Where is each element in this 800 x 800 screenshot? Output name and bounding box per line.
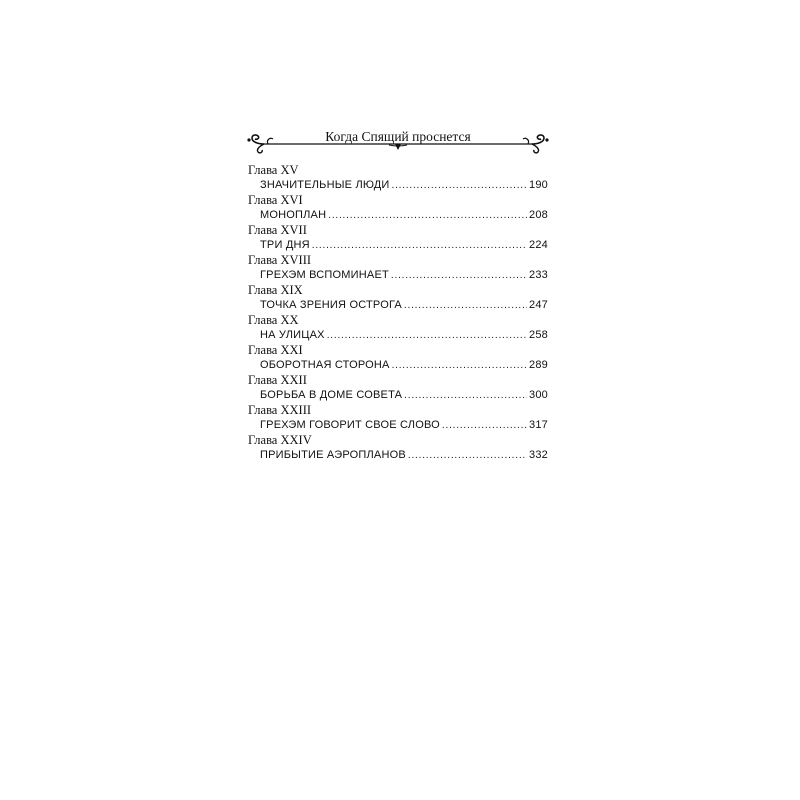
page-number: 247 (529, 299, 548, 311)
dot-leader (327, 329, 527, 343)
dot-leader (392, 359, 527, 373)
chapter-label: Глава XVII (248, 223, 307, 237)
chapter-title: ТРИ ДНЯ (260, 239, 310, 251)
chapter-label: Глава XXII (248, 373, 307, 387)
chapter-line (260, 448, 548, 463)
chapter-title: ТОЧКА ЗРЕНИЯ ОСТРОГА (260, 299, 402, 311)
chapter-line (260, 208, 548, 223)
page-number: 224 (529, 239, 548, 251)
chapter-label: Глава XXIII (248, 403, 312, 417)
chapter-label: Глава XXI (248, 343, 303, 357)
toc-entry (248, 163, 548, 193)
chapter-line (260, 298, 548, 313)
toc-entry (248, 403, 548, 433)
chapter-label: Глава XVI (248, 193, 303, 207)
chapter-label: Глава XV (248, 163, 299, 177)
chapter-title: ОБОРОТНАЯ СТОРОНА (260, 359, 390, 371)
chapter-line (260, 418, 548, 433)
toc-entry (248, 193, 548, 223)
page-number: 289 (529, 359, 548, 371)
page-number: 317 (529, 419, 548, 431)
toc-entry (248, 223, 548, 253)
toc-entry (248, 283, 548, 313)
chapter-line (260, 388, 548, 403)
toc-entry (248, 253, 548, 283)
dot-leader (391, 269, 527, 283)
dot-leader (442, 419, 527, 433)
running-title: Когда Спящий проснется (325, 129, 471, 144)
dot-leader (328, 209, 527, 223)
chapter-label: Глава XVIII (248, 253, 312, 267)
page-number: 258 (529, 329, 548, 341)
dot-leader (312, 239, 527, 253)
chapter-line (260, 268, 548, 283)
chapter-title: ПРИБЫТИЕ АЭРОПЛАНОВ (260, 449, 406, 461)
chapter-title: ЗНАЧИТЕЛЬНЫЕ ЛЮДИ (260, 179, 390, 191)
toc-entry (248, 433, 548, 463)
dot-leader (404, 389, 527, 403)
chapter-title: НА УЛИЦАХ (260, 329, 325, 341)
chapter-label: Глава XX (248, 313, 299, 327)
toc-entry (248, 343, 548, 373)
chapter-line (260, 178, 548, 193)
page-number: 300 (529, 389, 548, 401)
chapter-label: Глава XXIV (248, 433, 312, 447)
dot-leader (408, 449, 527, 463)
chapter-line (260, 358, 548, 373)
chapter-title: ГРЕХЭМ ГОВОРИТ СВОЕ СЛОВО (260, 419, 440, 431)
page-number: 233 (529, 269, 548, 281)
dot-leader (404, 299, 527, 313)
chapter-label: Глава XIX (248, 283, 303, 297)
table-of-contents (248, 163, 548, 463)
chapter-title: ГРЕХЭМ ВСПОМИНАЕТ (260, 269, 389, 281)
page-number: 332 (529, 449, 548, 461)
toc-entry (248, 313, 548, 343)
chapter-line (260, 238, 548, 253)
page-number: 208 (529, 209, 548, 221)
chapter-title: МОНОПЛАН (260, 209, 327, 221)
chapter-line (260, 328, 548, 343)
dot-leader (391, 179, 527, 193)
page-number: 190 (529, 179, 548, 191)
chapter-title: БОРЬБА В ДОМЕ СОВЕТА (260, 389, 403, 401)
page-header (246, 126, 550, 160)
toc-entry (248, 373, 548, 403)
